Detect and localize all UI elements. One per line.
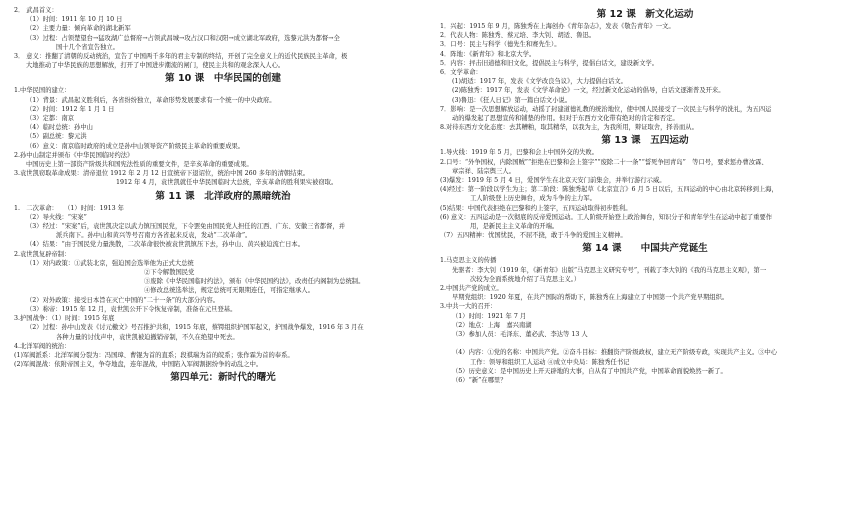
text-line: （3）经过：“宋案”后，袁世凯决定以武力镇压国民党，下令罢免由国民党人担任的江西、广东、安徽三省都督，并 <box>26 223 345 231</box>
text-line: 6．文学革命： <box>440 69 482 77</box>
text-line: （2）地点：上海 嘉兴南湖 <box>452 321 532 329</box>
text-line: 先驱者：李大钊（1919 年，《新青年》出版“马克思主义研究专号”，刊载了李大钊的《我的马克思主义观》，第一 <box>452 266 767 274</box>
text-line: 2.孙中山制定并颁布《中华民国临时约法》 <box>14 151 134 159</box>
text-line: 8.对待东西方文化态度：去其糟粕，取其精华，以我为主，为我所用，辩证取舍，择善而从。 <box>440 124 698 132</box>
text-line: 1.中华民国的建立： <box>14 87 71 95</box>
text-line: (2)军阀混战：依附帝国主义，争夺地盘，连年混战，中国陷入军阀割据纷争的动乱之中。 <box>14 361 263 369</box>
text-line: （2）对外政策：接受日本旨在灭亡中国的“二十一条”的大部分内容。 <box>26 296 220 304</box>
text-line: （1）时间：1921 年 7 月 <box>452 312 527 320</box>
text-line: （1）对内政策：①武装北京，强迫国会选举他为正式大总统 <box>26 259 194 267</box>
text-line: （2）过程：孙中山发表《讨元檄文》号召推护共和，1915 年底，蔡锷组织护国军起义，护国战争爆发，1916 年 3 月在 <box>26 324 364 332</box>
text-line: (3)鲁迅：《狂人日记》第一篇白话文小说。 <box>452 96 572 104</box>
text-line: （3）过程：占领楚望台→猛攻湖广总督府→占领武昌城→攻占汉口和汉阳→成立湖北军政府，选黎元洪为都督→全 <box>26 34 340 42</box>
unit-4-title: 第四单元：新时代的曙光 <box>170 372 276 384</box>
text-line: (2)陈独秀：1917 年，发表《文学革命论》一文，经过新文化运动的倡导，白话文逐渐普及开来。 <box>452 87 725 95</box>
text-line: （4）内容：①党的名称：中国共产党。②奋斗目标：推翻资产阶级政权，建立无产阶级专政，实现共产主义。③中心 <box>452 349 778 357</box>
text-line: 用，是新民主主义革命的开端。 <box>470 223 559 231</box>
text-line: （7）五四精神：忧国忧民，不屈不挠，敢于斗争的爱国主义精神。 <box>440 232 627 240</box>
right-column <box>440 6 850 385</box>
text-line: 章宗祥、陆宗舆三人。 <box>452 167 515 175</box>
text-line: （1）时间：1911 年 10 月 10 日 <box>26 16 123 24</box>
text-line: 大地推动了中华民族的思想解放，打开了中国进步潮流的闸门，使民主共和的观念深入人心。 <box>26 62 285 70</box>
text-line: （4）结果：“由于国民党力量涣散，二次革命很快被袁世凯镇压下去，孙中山、黄兴被迫流亡日本。 <box>26 241 304 249</box>
text-line: 各种力量的讨伐声中，袁世凯被迫撤销帝制，不久在绝望中死去。 <box>56 333 239 341</box>
text-line: (5)结果：中国代表拒绝在巴黎和约上签字，五四运动取得初步胜利。 <box>440 204 632 212</box>
text-line: （6）“新”在哪里？ <box>452 376 507 384</box>
text-line: （6）意义：南京临时政府的成立是孙中山领导资产阶级民主革命的重要成果。 <box>26 142 245 150</box>
text-line: (3)爆发：1919 年 5 月 4 日，爱国学生在北京天安门前集会，并举行游行示威。 <box>440 177 666 185</box>
text-line: 1.导火线：1919 年 5 月，巴黎和会上中国外交的失败。 <box>440 149 598 157</box>
text-line: 5．内容：抨击旧道德和旧文化，提倡民主与科学，提倡白话文，建设新文学。 <box>440 59 659 67</box>
text-line: （4）临时总统：孙中山 <box>26 124 93 132</box>
text-line: 1．兴起：1915 年 9 月，陈独秀在上海创办《青年杂志》，发表《敬告青年》一文。 <box>440 23 675 30</box>
text-line: (6) 意义：五四运动是一次彻底的反帝爱国运动。工人阶级开始登上政治舞台，知识分子和青年学生在运动中起了重要作 <box>440 213 773 221</box>
text-line: （2）主要力量：倾向革命的湖北新军 <box>26 25 131 33</box>
text-line: ②下令解散国民党 <box>144 269 195 277</box>
text-line: （3）定都：南京 <box>26 115 75 123</box>
text-line: （5）历史意义：是中国历史上开天辟地的大事，自从有了中国共产党，中国革命面貌焕然一新了。 <box>452 367 727 375</box>
lesson-14-title: 第 14 课 中国共产党诞生 <box>582 243 708 255</box>
text-line: 国十几个省宣告独立。 <box>56 43 119 51</box>
text-line: 7．影响：是一次思想解放运动，动摇了封建道德礼教的统治地位，使中国人民接受了一次民主与科学的洗礼，为五四运 <box>440 105 772 113</box>
text-line: 次较为全面系统地介绍了马克思主义。） <box>470 275 581 283</box>
text-line: ③废除《中华民国临时约法》，颁布《中华民国约法》，改责任内阁制为总统制。 <box>144 278 365 286</box>
text-line: 动的爆发起了思想宣传和铺垫的作用。但对于东西方文化带有绝对的肯定和否定。 <box>452 115 679 123</box>
text-line: 1.马克思主义的传播 <box>440 257 497 265</box>
lesson-10-title: 第 10 课 中华民国的创建 <box>165 73 281 85</box>
text-line: 2．代表人物：陈独秀、蔡元培、李大钊、胡适、鲁迅。 <box>440 32 596 40</box>
text-line: ④修改总统选举法，规定总统可无限期连任，可指定继承人。 <box>144 287 315 295</box>
text-line: 工人阶级登上历史舞台，成为斗争的主力军。 <box>470 195 596 203</box>
text-line: 4．阵地：《新青年》和北京大学。 <box>440 50 536 58</box>
text-line: 3.袁世凯窃取革命成果：清帝退位 1912 年 2 月 12 日宣统帝下退诏位，统治中国 260 多年的清朝结束。 <box>14 170 310 178</box>
text-line: 3．口号：民主与科学（德先生和赛先生）。 <box>440 41 561 49</box>
left-column <box>14 6 432 385</box>
text-line: （1）背景：武昌起义胜利后，各省纷纷独立，革命形势发展要求有一个统一的中央政府。 <box>26 96 276 104</box>
text-line: 中国历史上第一部资产阶级共和国宪法性质的重要文件，是辛亥革命的重要成果。 <box>26 161 253 169</box>
lesson-11-title: 第 11 课 北洋政府的黑暗统治 <box>155 190 291 202</box>
text-line: (4)经过：第一阶段以学生为主；第二阶段：陈独秀起草《北京宣言》6 月 5 日以后，五四运动的中心由北京转移到上海， <box>440 186 778 194</box>
text-line: （3）参加人员：毛泽东、董必武、李达等 13 人 <box>452 331 588 339</box>
text-line: 早期党组织：1920 年夏，在共产国际的帮助下，陈独秀在上海建立了中国第一个共产党早期组织。 <box>452 294 729 302</box>
text-line: 2.口号：“外争国权，内除国贼”“拒绝在巴黎和会上签字”“废除二十一条”“誓死争回青岛” 等口号，要求惩办曹汝霖、 <box>440 158 768 166</box>
text-line: （5）副总统：黎元洪 <box>26 133 87 141</box>
text-line: 3． 意义：推翻了清朝的反动统治，宣告了中国两千多年的君主专制的终结，开创了完全意义上的近代民族民主革命，极 <box>14 53 348 61</box>
text-line: 1. 二次革命： （1）时间：1913 年 <box>14 204 124 212</box>
lesson-12-title: 第 12 课 新文化运动 <box>596 9 694 20</box>
text-line: 2.袁世凯复辟帝制： <box>14 250 71 258</box>
text-line: （2）时间：1912 年 1 月 1 日 <box>26 105 115 113</box>
text-line: 工作：领导和组织工人运动 ④成立中央局：陈独秀任书记 <box>470 358 630 366</box>
text-line: 派兵南下。孙中山和黄兴等号召南方各省起来反袁，发动“二次革命”。 <box>56 232 252 240</box>
text-line: (1)军阀派系：北洋军阀分裂为：冯国璋、曹锟为首的直系；段祺瑞为首的皖系；张作霖为首的奉系。 <box>14 351 294 359</box>
text-line: 4.北洋军阀的统治： <box>14 342 71 350</box>
text-line: (1)胡适：1917 年，发表《文学改良刍议》，大力提倡白话文。 <box>452 78 627 86</box>
text-line: 2.中国共产党的成立。 <box>440 285 503 293</box>
text-line: （2）导火线：“宋案” <box>26 213 87 221</box>
lesson-13-title: 第 13 课 五四运动 <box>601 135 689 147</box>
text-line: 2． 武昌首义： <box>14 7 58 14</box>
text-line: （3）称帝：1915 年 12 月，袁世凯公开下令恢复帝制，准备在元旦登基。 <box>26 305 237 313</box>
text-line: 1912 年 4 月，袁世凯就任中华民国临时大总统，辛亥革命的胜利果实被窃取。 <box>116 179 338 187</box>
text-line: 3.中共一大的召开： <box>440 303 497 311</box>
text-line: 3.护国战争：（1）时间：1915 年底 <box>14 315 115 323</box>
